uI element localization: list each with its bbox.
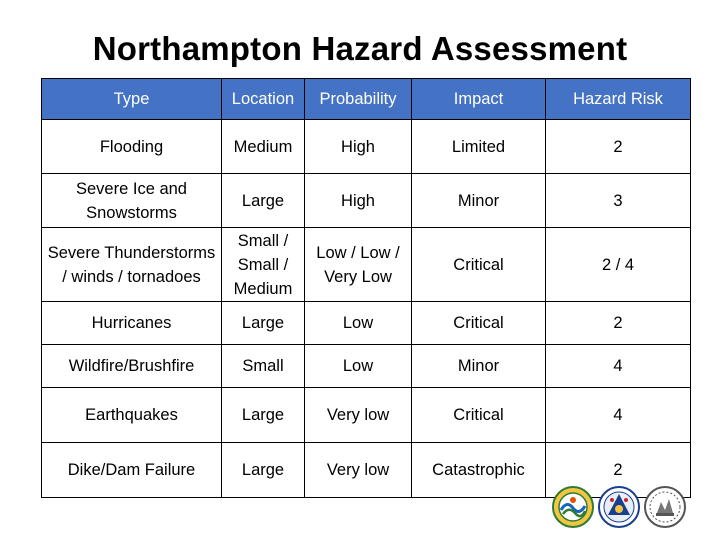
cell-probability: Low	[305, 302, 412, 345]
cell-location: Medium	[222, 120, 305, 174]
cell-impact: Critical	[412, 302, 546, 345]
table-row	[42, 388, 691, 443]
cell-location: Small	[222, 345, 305, 388]
hazard-table	[41, 78, 691, 498]
cell-impact: Catastrophic	[412, 443, 546, 498]
cell-type: Dike/Dam Failure	[42, 443, 222, 498]
cell-location: Large	[222, 443, 305, 498]
cell-type: Wildfire/Brushfire	[42, 345, 222, 388]
cell-location: Large	[222, 174, 305, 228]
table-row	[42, 174, 691, 228]
cell-type: Hurricanes	[42, 302, 222, 345]
city-seal-logo	[644, 486, 686, 528]
logo-strip	[552, 486, 686, 530]
cell-impact: Critical	[412, 388, 546, 443]
regional-seal-logo	[552, 486, 594, 528]
cell-risk: 4	[546, 345, 691, 388]
cell-impact: Minor	[412, 174, 546, 228]
cell-probability: Low / Low / Very Low	[305, 228, 412, 302]
header-impact: Impact	[412, 79, 546, 120]
header-location: Location	[222, 79, 305, 120]
cell-type: Earthquakes	[42, 388, 222, 443]
cell-risk: 2 / 4	[546, 228, 691, 302]
cell-probability: Low	[305, 345, 412, 388]
cell-location: Large	[222, 388, 305, 443]
cell-probability: High	[305, 174, 412, 228]
emergency-management-logo	[598, 486, 640, 528]
cell-impact: Limited	[412, 120, 546, 174]
table-row	[42, 120, 691, 174]
cell-location: Large	[222, 302, 305, 345]
cell-type: Severe Thunderstorms / winds / tornadoes	[42, 228, 222, 302]
cell-risk: 4	[546, 388, 691, 443]
header-probability: Probability	[305, 79, 412, 120]
cell-risk: 2	[546, 302, 691, 345]
table-row	[42, 228, 691, 302]
cell-risk: 2	[546, 120, 691, 174]
header-row	[42, 79, 691, 120]
cell-type: Severe Ice and Snowstorms	[42, 174, 222, 228]
cell-risk: 2	[546, 443, 691, 498]
cell-location: Small / Small / Medium	[222, 228, 305, 302]
page-title: Northampton Hazard Assessment	[92, 30, 628, 67]
cell-probability: Very low	[305, 443, 412, 498]
cell-impact: Critical	[412, 228, 546, 302]
table-row	[42, 345, 691, 388]
cell-risk: 3	[546, 174, 691, 228]
header-type: Type	[42, 79, 222, 120]
cell-probability: High	[305, 120, 412, 174]
header-hazard-risk: Hazard Risk	[546, 79, 691, 120]
table-row	[42, 302, 691, 345]
cell-impact: Minor	[412, 345, 546, 388]
cell-probability: Very low	[305, 388, 412, 443]
cell-type: Flooding	[42, 120, 222, 174]
